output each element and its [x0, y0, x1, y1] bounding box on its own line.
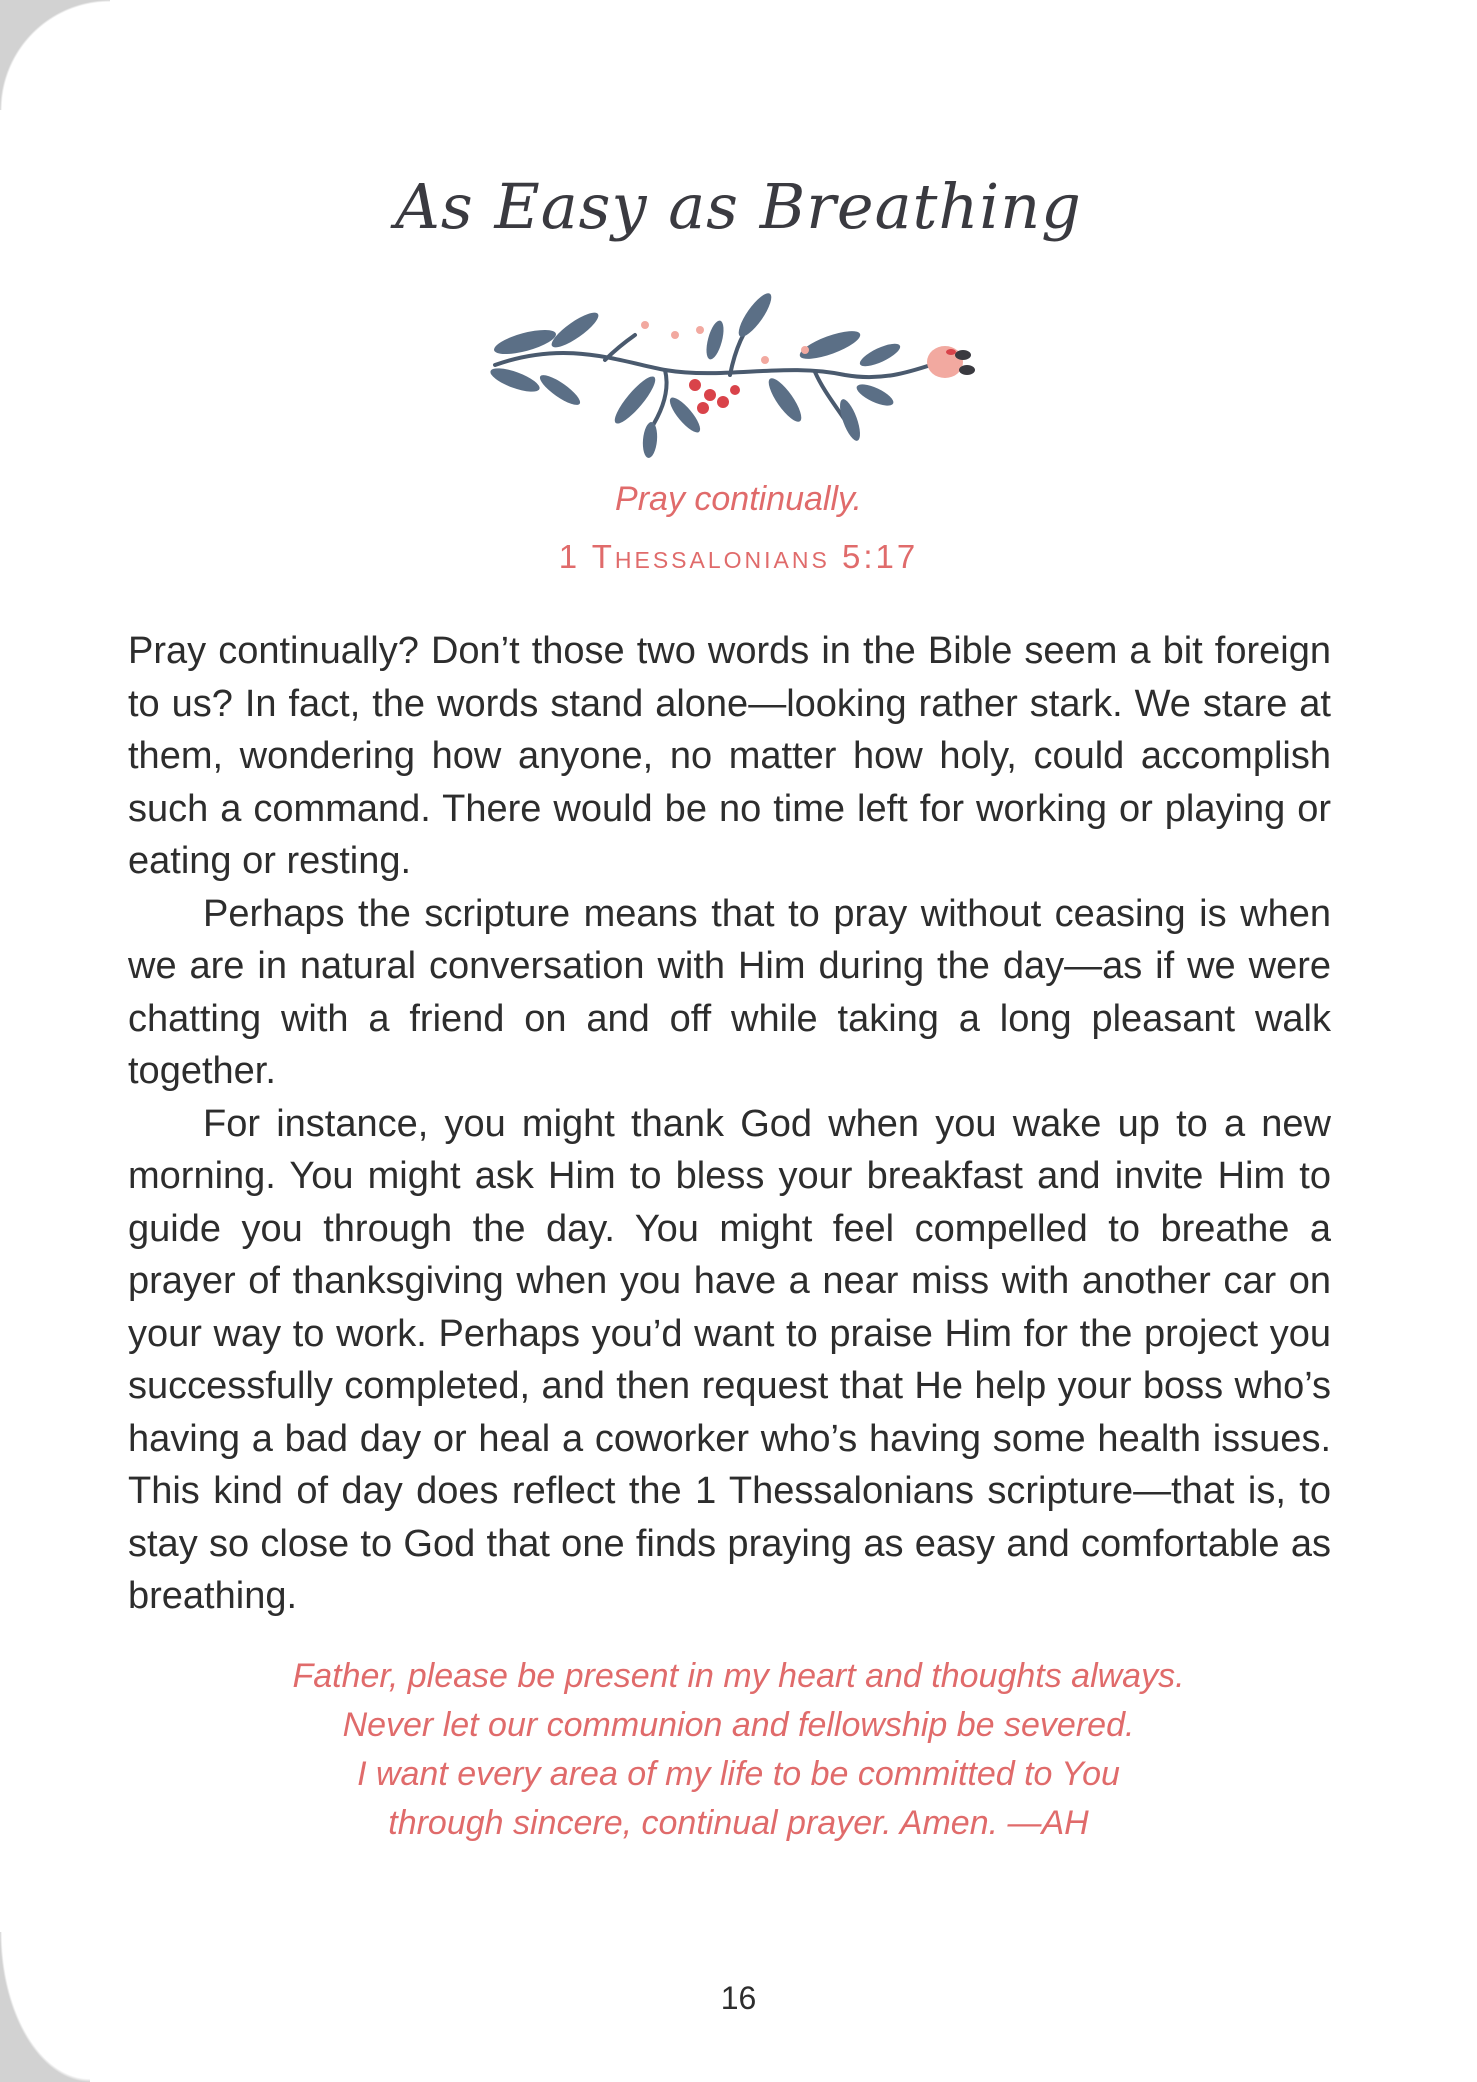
devotional-body: [128, 625, 1331, 1623]
paragraph: For instance, you might thank God when you wake up to a new morning. You might ask Him to bless your breakfast and invite Him to guide you through the day. You might feel compelled to breathe a prayer of thanksgiving when you have a near miss with another car on your way to work. Perhaps you’d want to praise Him for the project you successfully completed, and then request that He help your boss who’s having a bad day or heal a coworker who’s having some health issues. This kind of day does reflect the 1 Thessalonians scripture—that is, to stay so close to God that one finds praying as easy and comfortable as breathing.: [128, 1102, 1331, 1617]
verse-reference: 1 Thessalonians 5:17: [558, 538, 919, 575]
paragraph: Pray continually? Don’t those two words in the Bible seem a bit foreign to us? In fact, the words stand alone—looking rather stark. We stare at them, wondering how anyone, no matter how holy, could accomplish such a command. There would be no time left for working or playing or eating or resting.: [128, 630, 1331, 882]
prayer-line: I want every area of my life to be committed to You: [357, 1755, 1120, 1793]
prayer-line: through sincere, continual prayer. Amen. —AH: [388, 1804, 1089, 1842]
paragraph: Perhaps the scripture means that to pray without ceasing is when we are in natural conversation with Him during the day—as if we were chatting with a friend on and off while taking a long pleasant walk together.: [128, 892, 1331, 1092]
page-number: 16: [720, 1980, 757, 2016]
floral-garland-icon: [485, 290, 985, 460]
page-title: As Easy as Breathing: [395, 170, 1082, 243]
closing-prayer: [0, 1652, 1477, 1848]
prayer-line: Father, please be present in my heart and thoughts always.: [292, 1657, 1185, 1695]
verse-text: Pray continually.: [615, 480, 862, 518]
prayer-line: Never let our communion and fellowship be severed.: [342, 1706, 1135, 1744]
garland-flower: [927, 346, 975, 378]
scan-corner-shadow: [0, 0, 110, 110]
